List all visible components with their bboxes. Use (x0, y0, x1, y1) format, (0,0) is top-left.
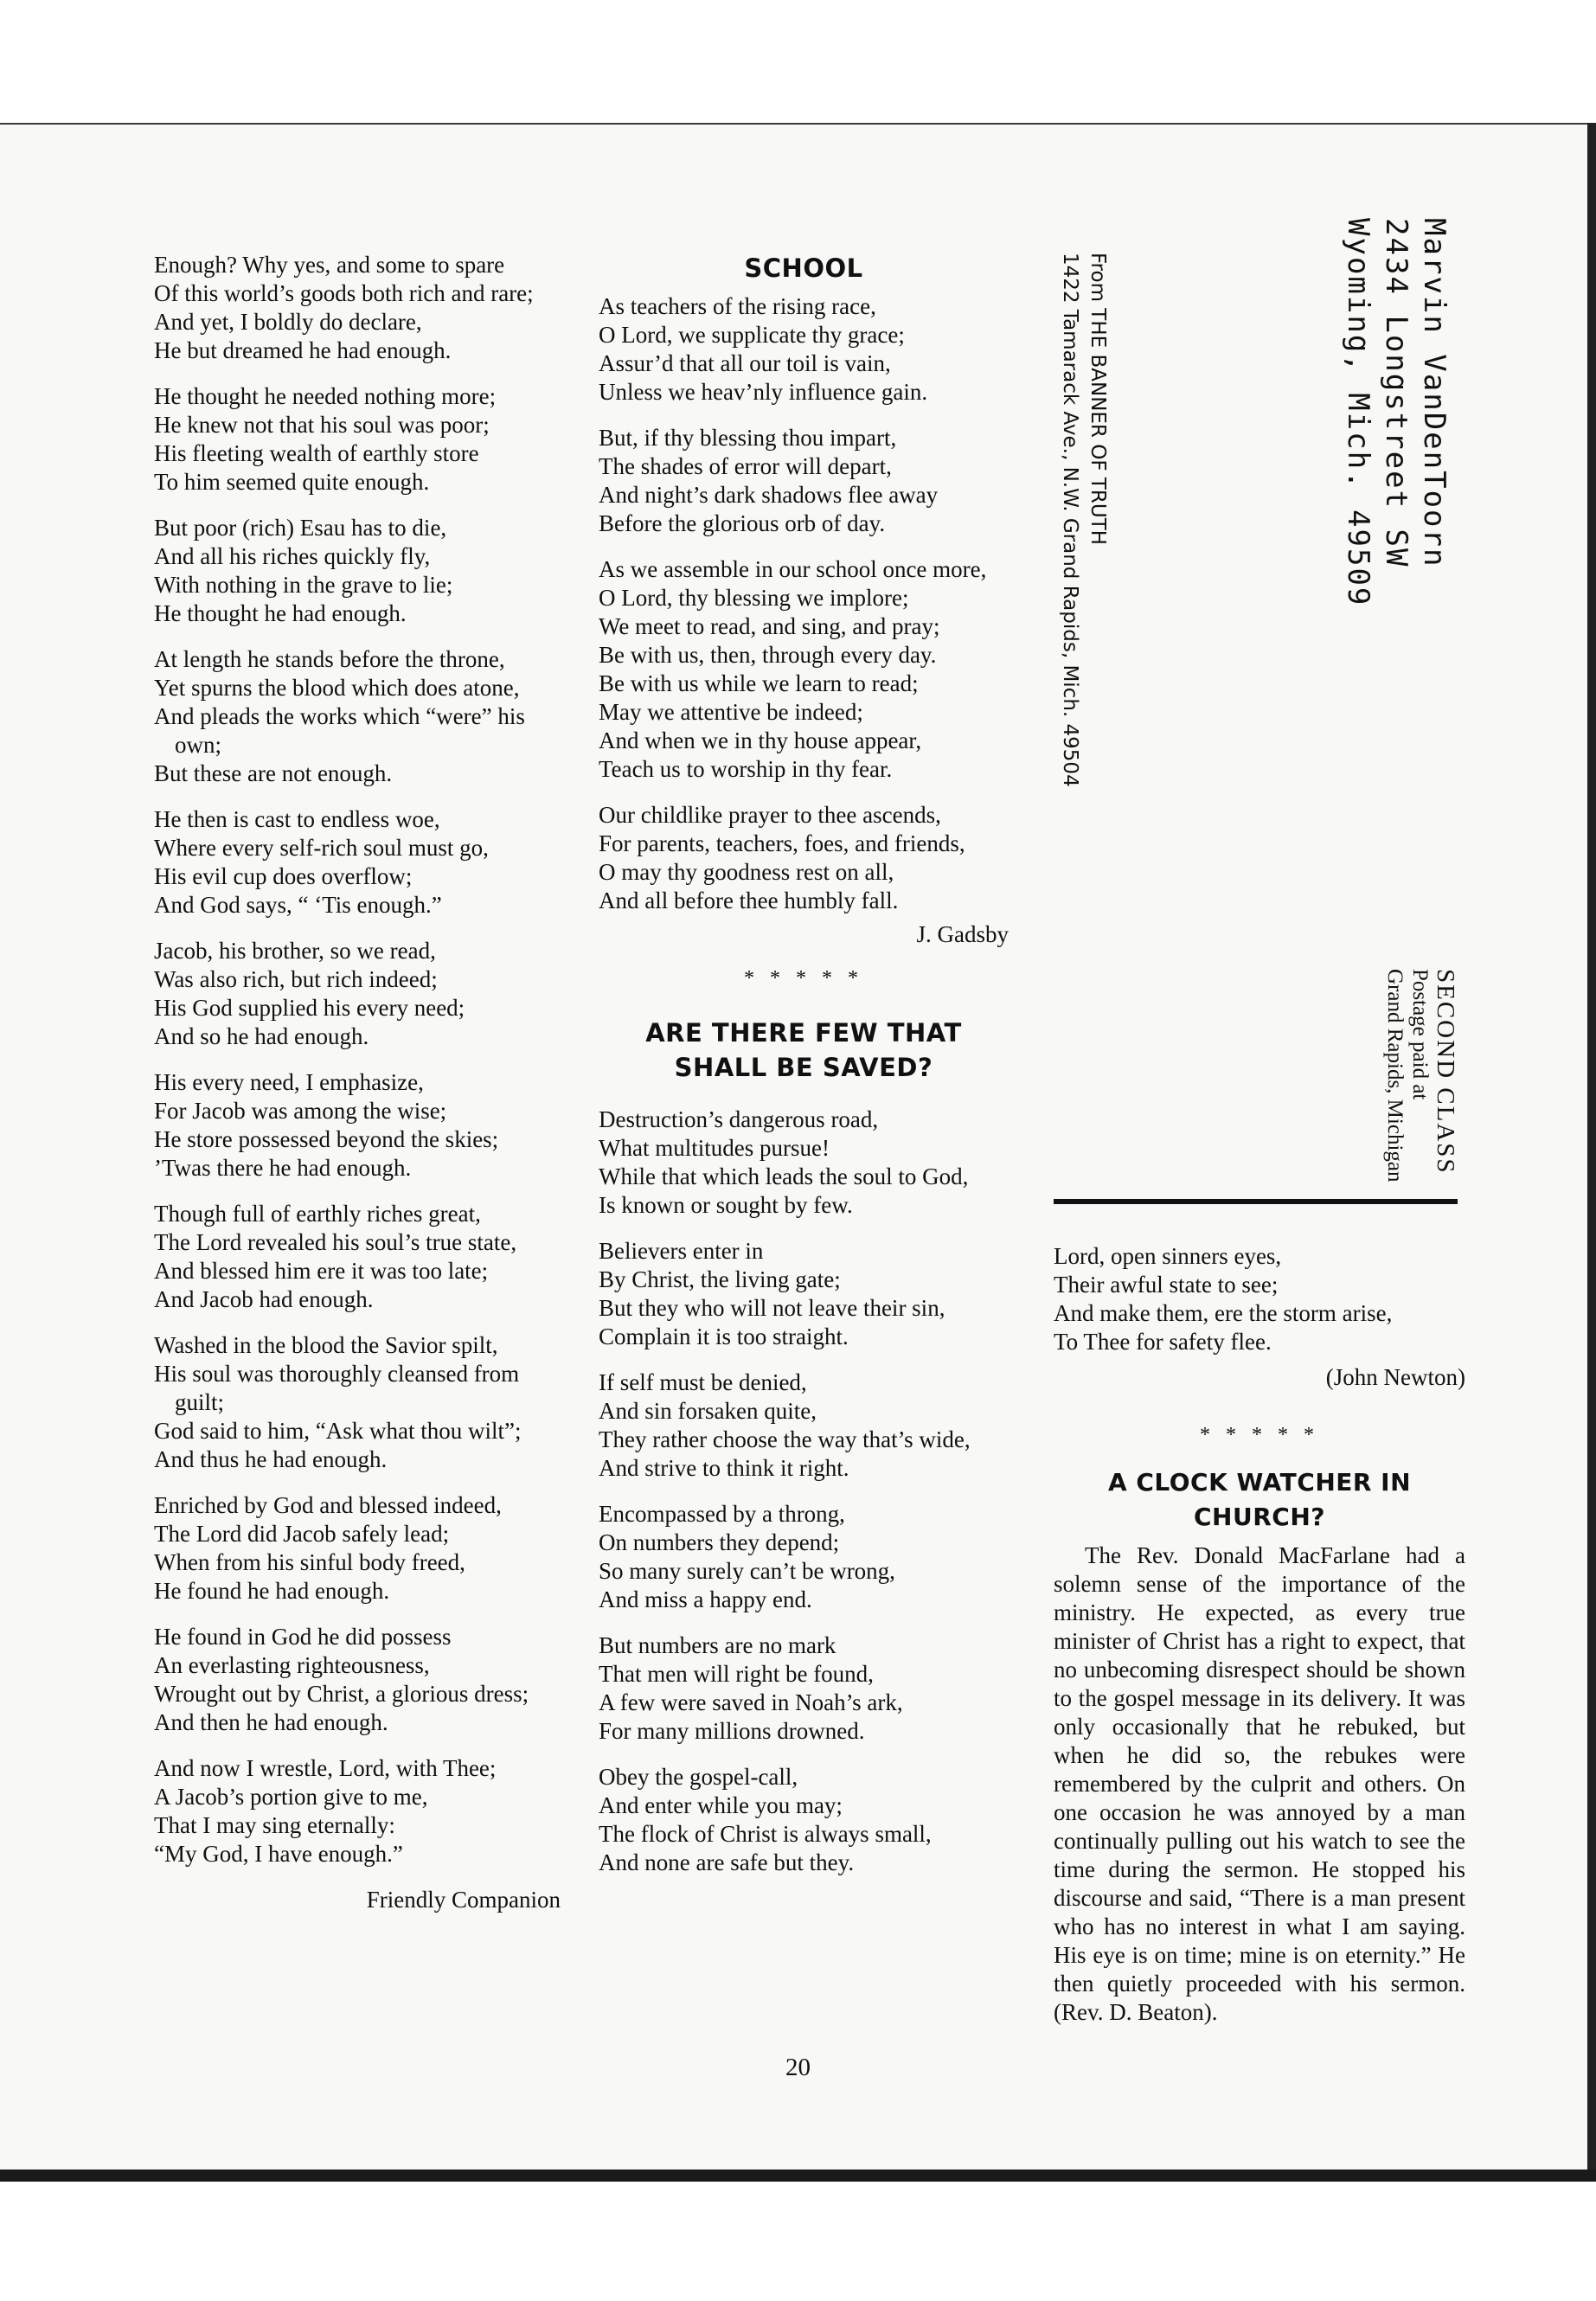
verse-line: And God says, “ ‘Tis enough.” (154, 892, 442, 918)
poem-enough (154, 251, 561, 1914)
article-clock-title: A CLOCK WATCHER IN CHURCH? (1107, 1468, 1412, 1531)
stanza (154, 1623, 561, 1737)
verse-line: Complain it is too straight. (599, 1324, 849, 1349)
verse-line: His evil cup does overflow; (154, 863, 413, 889)
verse-line: Before the glorious orb of day. (599, 510, 886, 536)
verse-line: God said to him, “Ask what thou wilt”; (154, 1418, 522, 1444)
verse-line: And all before thee humbly fall. (599, 888, 899, 913)
verse-line: He thought he needed nothing more; (154, 383, 497, 409)
postage-city-line: Grand Rapids, Michigan (1383, 969, 1407, 1183)
verse-line: But numbers are no mark (599, 1632, 836, 1658)
verse-line: His fleeting wealth of earthly store (154, 440, 479, 466)
stanza (154, 805, 561, 920)
verse-line: To Thee for safety flee. (1054, 1329, 1272, 1355)
stanza (599, 801, 1009, 915)
verse-line: O Lord, we supplicate thy grace; (599, 322, 905, 348)
verse-line: He found he had enough. (154, 1578, 390, 1604)
verse-line: And yet, I boldly do declare, (154, 309, 422, 335)
poem-newton-lines (1054, 1242, 1465, 1356)
verse-line: They rather choose the way that’s wide, (599, 1426, 971, 1452)
right-column (1054, 1242, 1465, 2027)
stanza (599, 1631, 1009, 1746)
poem-newton-attribution: (John Newton) (1325, 1364, 1465, 1390)
stanza (154, 1754, 561, 1868)
verse-line: Believers enter in (599, 1238, 764, 1264)
verse-line: Though full of earthly riches great, (154, 1201, 481, 1227)
verse-line: And make them, ere the storm arise, (1054, 1300, 1393, 1326)
verse-line: He thought he had enough. (154, 600, 407, 626)
verse-line: But they who will not leave their sin, (599, 1295, 945, 1321)
verse-line: And Jacob had enough. (154, 1286, 374, 1312)
verse-line: The shades of error will depart, (599, 453, 892, 479)
verse-line: The flock of Christ is always small, (599, 1821, 932, 1847)
verse-line: On numbers they depend; (599, 1529, 840, 1555)
verse-line: When from his sinful body freed, (154, 1549, 465, 1575)
verse-line: And sin forsaken quite, (599, 1398, 817, 1424)
page-bottom-edge (0, 2170, 1596, 2182)
poem-school-title: SCHOOL (744, 253, 863, 283)
verse-line: For Jacob was among the wise; (154, 1098, 447, 1124)
poem-few-saved-title-line1: ARE THERE FEW THAT (645, 1018, 962, 1048)
poem-few-saved-stanzas (599, 1106, 1009, 1877)
verse-line: He store possessed beyond the skies; (154, 1126, 499, 1152)
verse-line: What multitudes pursue! (599, 1135, 830, 1161)
mailing-divider (1054, 1199, 1458, 1204)
verse-line: Lord, open sinners eyes, (1054, 1243, 1282, 1269)
return-address-line2: 1422 Tamarack Ave., N.W. Grand Rapids, Mich. 49504 (1059, 253, 1081, 787)
section-separator: * * * * * (744, 967, 863, 990)
verse-line: With nothing in the grave to lie; (154, 572, 453, 598)
poem-few-saved-title (599, 1016, 1009, 1085)
stanza (599, 292, 1009, 407)
verse-line: And pleads the works which “were” his own; (154, 703, 525, 758)
stanza (599, 424, 1009, 538)
verse-line: Enough? Why yes, and some to spare (154, 252, 505, 278)
verse-line: Our childlike prayer to thee ascends, (599, 802, 941, 828)
verse-line: If self must be denied, (599, 1369, 807, 1395)
verse-line: His every need, I emphasize, (154, 1069, 424, 1095)
verse-line: A few were saved in Noah’s ark, (599, 1689, 903, 1715)
verse-line: An everlasting righteousness, (154, 1652, 430, 1678)
verse-line: To him seemed quite enough. (154, 469, 430, 495)
verse-line: We meet to read, and sing, and pray; (599, 613, 940, 639)
verse-line: A Jacob’s portion give to me, (154, 1784, 428, 1810)
verse-line: At length he stands before the throne, (154, 646, 505, 672)
verse-line: But, if thy blessing thou impart, (599, 425, 897, 451)
verse-line: And all his riches quickly fly, (154, 543, 431, 569)
poem-school-stanzas (599, 292, 1009, 915)
stanza (599, 1763, 1009, 1877)
section-separator-2: * * * * * (1200, 1424, 1319, 1446)
verse-line: His soul was thoroughly cleansed from guilt; (154, 1361, 520, 1415)
stanza (154, 1200, 561, 1314)
mailing-label-line3: Wyoming, Mich. 49509 (1341, 218, 1375, 607)
verse-line: Is known or sought by few. (599, 1192, 853, 1218)
verse-line: Of this world’s goods both rich and rare; (154, 280, 534, 306)
verse-line: And when we in thy house appear, (599, 727, 922, 753)
stanza (154, 514, 561, 628)
verse-line: And blessed him ere it was too late; (154, 1258, 489, 1284)
verse-line: But these are not enough. (154, 760, 393, 786)
mailing-label-line1: Marvin VanDenToorn (1417, 218, 1452, 568)
verse-line: So many surely can’t be wrong, (599, 1558, 895, 1584)
verse-line: Washed in the blood the Savior spilt, (154, 1332, 498, 1358)
verse-line: Teach us to worship in thy fear. (599, 756, 893, 782)
verse-line: That men will right be found, (599, 1661, 874, 1687)
verse-line: And none are safe but they. (599, 1849, 855, 1875)
verse-line: He found in God he did possess (154, 1624, 452, 1650)
verse-line: “My God, I have enough.” (154, 1841, 403, 1867)
verse-line: As teachers of the rising race, (599, 293, 876, 319)
stanza (154, 937, 561, 1051)
verse-line: Jacob, his brother, so we read, (154, 938, 436, 964)
verse-line: While that which leads the soul to God, (599, 1163, 969, 1189)
stanza (599, 1237, 1009, 1351)
verse-line: And then he had enough. (154, 1709, 388, 1735)
verse-line: Where every self-rich soul must go, (154, 835, 489, 861)
verse-line: Destruction’s dangerous road, (599, 1106, 879, 1132)
verse-line: Enriched by God and blessed indeed, (154, 1492, 502, 1518)
verse-line: He but dreamed he had enough. (154, 337, 452, 363)
stanza (599, 1106, 1009, 1220)
stanza (154, 1331, 561, 1474)
verse-line: For parents, teachers, foes, and friends, (599, 830, 965, 856)
verse-line: Unless we heav’nly influence gain. (599, 379, 928, 405)
verse-line: ’Twas there he had enough. (154, 1155, 412, 1181)
verse-line: And miss a happy end. (599, 1586, 812, 1612)
verse-line: Encompassed by a throng, (599, 1501, 845, 1527)
verse-line: Assur’d that all our toil is vain, (599, 350, 891, 376)
verse-line: Be with us, then, through every day. (599, 642, 937, 668)
verse-line: But poor (rich) Esau has to die, (154, 515, 447, 541)
poem-school-attribution: J. Gadsby (916, 921, 1009, 947)
stanza (599, 555, 1009, 784)
verse-line: And strive to think it right. (599, 1455, 849, 1481)
verse-line: Yet spurns the blood which does atone, (154, 675, 520, 701)
verse-line: And thus he had enough. (154, 1446, 388, 1472)
stanza (154, 251, 561, 365)
stanza (154, 645, 561, 788)
verse-line: Obey the gospel-call, (599, 1764, 798, 1790)
verse-line: Was also rich, but rich indeed; (154, 966, 438, 992)
verse-line: May we attentive be indeed; (599, 699, 863, 725)
verse-line: By Christ, the living gate; (599, 1266, 841, 1292)
stanza (154, 1068, 561, 1183)
verse-line: And enter while you may; (599, 1792, 843, 1818)
verse-line: And now I wrestle, Lord, with Thee; (154, 1755, 497, 1781)
verse-line: Wrought out by Christ, a glorious dress; (154, 1681, 529, 1707)
mailing-label (1339, 218, 1453, 606)
postage-indicia (1382, 969, 1458, 1182)
stanza (154, 382, 561, 497)
verse-line: That I may sing eternally: (154, 1812, 395, 1838)
verse-line: O Lord, thy blessing we implore; (599, 585, 909, 611)
poem-few-saved-title-line2: SHALL BE SAVED? (674, 1053, 933, 1082)
article-clock-body: The Rev. Donald MacFarlane had a solemn sense of the importance of the ministry. He expected, as every true minister of Christ has a right to expect, that no unbecoming disrespect should be shown to the gospel message in its delivery. It was only occasionally that he rebuked, but when he did so, the rebukes were remembered by the culprit and others. On one occasion he was annoyed by a man continually pulling out his watch to see the time during the sermon. He stopped his discourse and said, “There is a man present who has no interest in what I am saying. His eye is on time; mine is on eternity.” He then quietly proceeded with his sermon. (Rev. D. Beaton). (1054, 1542, 1465, 2025)
stanza (599, 1500, 1009, 1614)
page-edge-shadow (1587, 123, 1596, 2177)
verse-line: He then is cast to endless woe, (154, 806, 440, 832)
verse-line: As we assemble in our school once more, (599, 556, 987, 582)
return-address-line1: From THE BANNER OF TRUTH (1086, 253, 1109, 546)
postage-paid-line: Postage paid at (1408, 969, 1432, 1100)
verse-line: The Lord revealed his soul’s true state, (154, 1229, 517, 1255)
middle-column (599, 251, 1009, 1894)
verse-line: He knew not that his soul was poor; (154, 412, 490, 438)
postage-class: SECOND CLASS (1432, 969, 1459, 1175)
stanza (599, 1368, 1009, 1483)
verse-line: For many millions drowned. (599, 1718, 865, 1744)
return-address (1056, 253, 1112, 787)
verse-line: O may thy goodness rest on all, (599, 859, 894, 885)
poem-enough-stanzas (154, 251, 561, 1868)
verse-line: And night’s dark shadows flee away (599, 482, 939, 508)
poem-enough-attribution: Friendly Companion (366, 1887, 561, 1913)
mailing-label-line2: 2434 Longstreet SW (1379, 218, 1413, 568)
stanza (154, 1491, 561, 1606)
verse-line: Be with us while we learn to read; (599, 670, 919, 696)
verse-line: His God supplied his every need; (154, 995, 465, 1021)
verse-line: Their awful state to see; (1054, 1272, 1279, 1298)
page-number: 20 (785, 2054, 811, 2081)
verse-line: And so he had enough. (154, 1023, 369, 1049)
verse-line: The Lord did Jacob safely lead; (154, 1521, 450, 1547)
